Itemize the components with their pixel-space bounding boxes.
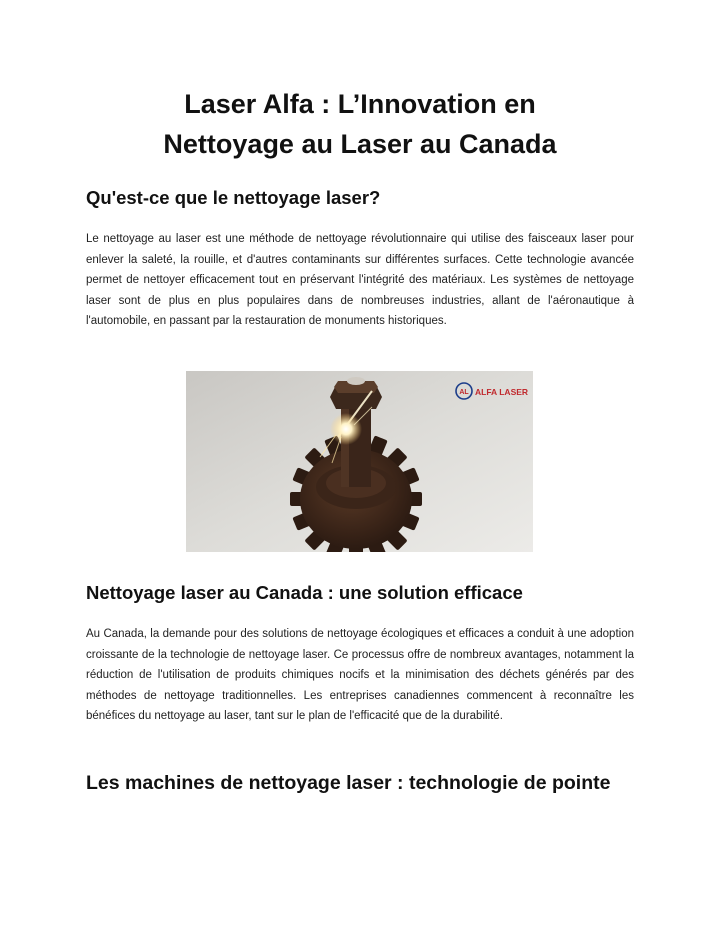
title-line-1: Laser Alfa : L’Innovation en: [184, 89, 536, 119]
section-paragraph-canada: Au Canada, la demande pour des solutions de nettoyage écologiques et efficaces a conduit à une adoption croissante de la technologie de nettoyage laser. Ce processus offre de nombreux avantages, notamment la réduction de l'utilisation de produits chimiques nocifs et la minimisation des déchets générés par des méthodes de nettoyage traditionnelles. Les entreprises canadiennes commencent à reconnaître les bénéfices du nettoyage au laser, tant sur le plan de l'efficacité que de la durabilité.: [86, 628, 634, 723]
section-paragraph-what-is-laser-cleaning: Le nettoyage au laser est une méthode de nettoyage révolutionnaire qui utilise des faisceaux laser pour enlever la saleté, la rouille, et d'autres contaminants sur différentes surfaces. Cette technologie avancée permet de nettoyer efficacement tout en préservant l'intégrité des matériaux. Les systèmes de nettoyage laser sont de plus en plus populaires dans de nombreuses industries, allant de l'aéronautique à l'automobile, en passant par la restauration de monuments historiques.: [86, 233, 634, 328]
section-heading-canada: Nettoyage laser au Canada : une solution efficace: [86, 582, 523, 603]
title-line-2: Nettoyage au Laser au Canada: [163, 129, 557, 159]
section-heading-what-is-laser-cleaning: Qu'est-ce que le nettoyage laser?: [86, 187, 381, 208]
document-title: [86, 84, 634, 164]
logo-mark-text: AL: [459, 389, 469, 396]
logo-wordmark-text: ALFA LASER: [475, 387, 529, 397]
section-heading-machines: Les machines de nettoyage laser : technologie de pointe: [86, 772, 611, 794]
laser-cleaning-photo: [186, 371, 533, 552]
